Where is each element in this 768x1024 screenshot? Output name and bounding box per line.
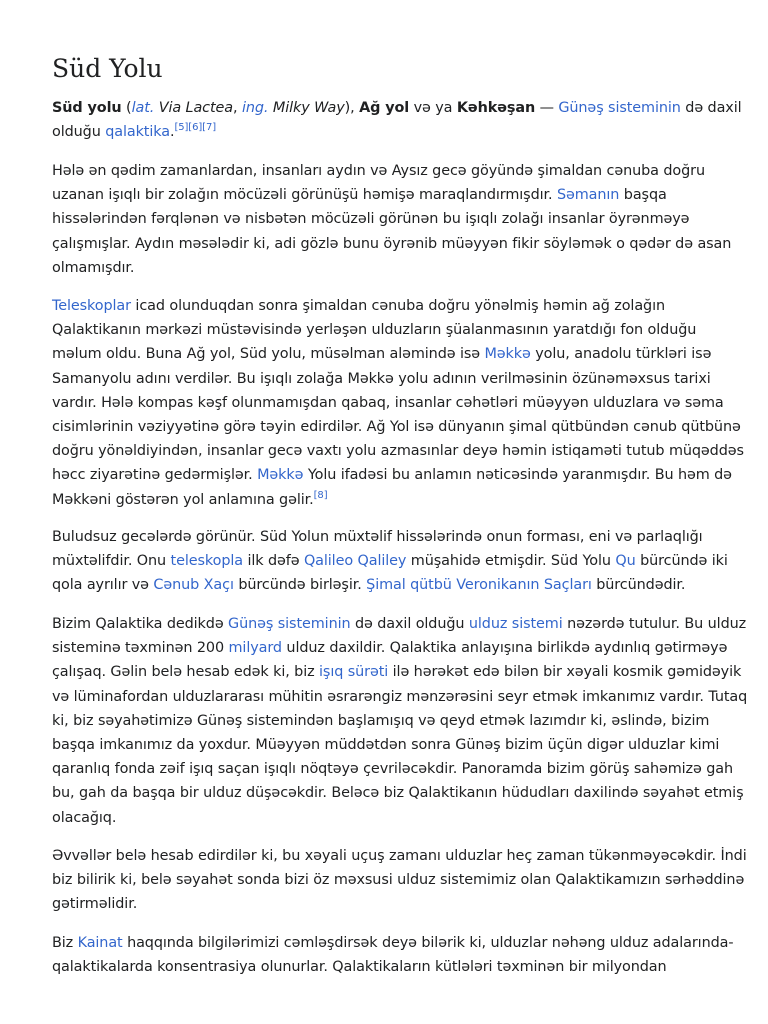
text-line: həcc ziyarətinə gedərmişlər. Məkkə Yolu ifadəsi bu anlamın nəticəsində yaranmışdır. Bu həm də: [52, 467, 732, 484]
text-line: qalaktikalarda konsentrasiya olunurlar. Qalaktikaların kütlələri təxminən bir milyondan: [52, 959, 667, 976]
term-sud-yolu: Süd yolu: [52, 100, 122, 116]
journey-paragraph: [52, 844, 747, 917]
text-line: gətirməlidir.: [52, 896, 138, 913]
history-paragraph: [52, 159, 732, 280]
link-ing[interactable]: ing.: [241, 100, 269, 116]
link-kainat[interactable]: Kainat: [77, 935, 123, 951]
english-name: Milky Way: [272, 100, 345, 116]
text-line: uzanan işıqlı bir zolağın möcüzəli görünüşü həmişə maraqlandırmışdır. Səmanın başqa: [52, 187, 667, 204]
link-mekke-2[interactable]: Məkkə: [257, 467, 304, 484]
link-qalaktika[interactable]: qalaktika: [105, 124, 170, 141]
text-line: Qalaktikanın mərkəzi müstəvisində yerləşən ulduzların şüalanmasının yaratdığı fon olduğu: [52, 322, 697, 339]
text-line: sisteminə təxminən 200 milyard ulduz daxildir. Qalaktika anlayışına birlikdə aydınlıq gətirməyə: [52, 640, 728, 657]
text-line: cisimlərinin vəziyyətinə görə təyin edirdilər. Ağ Yol isə dünyanın şimal qütbündən cənub qütbünə: [52, 419, 741, 436]
reference-8[interactable]: [8]: [313, 489, 328, 501]
term-kehkesan: Kəhkəşan: [456, 100, 536, 116]
text-line: başqa imkanımız da yoxdur. Müəyyən müddətdən sonra Günəş bizim üçün digər ulduzlar kimi: [52, 737, 720, 754]
link-qalileo-qaliley[interactable]: Qalileo Qaliley: [303, 553, 407, 570]
link-cenub-xaci[interactable]: Cənub Xaçı: [153, 577, 234, 594]
visibility-paragraph: [52, 525, 728, 598]
text-line: Buludsuz gecələrdə görünür. Süd Yolun müxtəlif hissələrində onun forması, eni və parlaqlığı: [52, 529, 703, 545]
text-line: Biz Kainat haqqında bilgilərimizi cəmləşdirsək deyə bilərik ki, ulduzlar nəhəng ulduz adalarında-: [52, 935, 734, 951]
lead-paragraph: [52, 96, 742, 144]
text-line: doğru yönəldiyindən, insanlar gecə vaxtı yolu azmasınlar deyə həmin istiqaməti tutub müqəddəs: [52, 443, 744, 460]
text-line: Süd yolu (lat. Via Lactea, ing. Milky Way), Ağ yol və ya Kəhkəşan — Günəş sisteminin də daxil: [52, 100, 742, 116]
page-title: Süd Yolu: [52, 54, 163, 83]
text-line: qaranlıq fonda zəif işıq saçan işıqlı nöqtəyə çevriləcəkdir. Panoramda bizim görüş sahəmizə gah: [52, 761, 733, 778]
text-line: olduğu qalaktika.[5][6][7]: [52, 122, 217, 141]
text-line: vardır. Hələ kompas kəşf olunmamışdan qabaq, insanlar cəhətləri müəyyən ulduzlara və səma: [52, 394, 724, 411]
text-line: müxtəlifdir. Onu teleskopla ilk dəfə Qalileo Qaliley müşahidə etmişdir. Süd Yolu Qu bürcündə iki: [52, 553, 728, 570]
text-line: Samanyolu adını verdilər. Bu işıqlı zolağa Məkkə yolu adının verilməsinin özünəməxsus tarixi: [52, 370, 711, 387]
link-isiq-sureti[interactable]: işıq sürəti: [319, 664, 389, 681]
link-simal-qutbu[interactable]: Şimal qütbü: [366, 577, 452, 594]
text-line: Bizim Qalaktika dedikdə Günəş sisteminin də daxil olduğu ulduz sistemi nəzərdə tutulur. Bu ulduz: [52, 616, 747, 632]
text-line: çalışmışlar. Aydın məsələdir ki, adi gözlə bunu öyrənib müəyyən fikir söyləmək o qədər də asan: [52, 235, 732, 252]
text-line: biz bilirik ki, belə səyahət sonda bizi öz məxsusi ulduz sistemimiz olan Qalaktikamızın sərhəddinə: [52, 872, 745, 889]
text-line: olmamışdır.: [52, 259, 135, 276]
galaxy-paragraph: [52, 612, 748, 830]
text-line: Teleskoplar icad olunduqdan sonra şimaldan cənuba doğru yönəlmiş həmin ağ zolağın: [52, 298, 666, 314]
term-ag-yol: Ağ yol: [359, 100, 410, 116]
telescope-paragraph: [52, 294, 744, 512]
text-line: Əvvəllər belə hesab edirdilər ki, bu xəyali uçuş zamanı ulduzlar heç zaman tükənməyəcəkdir. İndi: [52, 848, 747, 864]
text-line: çalışaq. Gəlin belə hesab edək ki, biz işıq sürəti ilə hərəkət edə bilən bir xəyali kosmik gəmidəyik: [52, 664, 742, 681]
latin-name: Via Lactea: [158, 100, 234, 116]
link-qu[interactable]: Qu: [615, 553, 636, 570]
text-line: Hələ ən qədim zamanlardan, insanları aydın və Aysız gecə göyündə şimaldan cənuba doğru: [52, 163, 705, 179]
universe-paragraph: [52, 931, 734, 979]
link-semanin[interactable]: Səmanın: [556, 187, 620, 204]
text-line: hissələrindən fərqlənən və nisbətən möcüzəli görünən bu işıqlı zolağı insanlar öyrənməyə: [52, 211, 690, 228]
text-line: Məkkəni göstərən yol anlamına gəlir.[8]: [52, 489, 328, 508]
link-ulduz-sistemi[interactable]: ulduz sistemi: [468, 616, 563, 632]
link-teleskopla[interactable]: teleskopla: [170, 553, 243, 570]
text-line: və lüminafordan ulduzlararası mühitin əsrarəngiz mənzərəsini seyr etmək imkanımız vardır. Tutaq: [52, 688, 748, 705]
text-line: ki, biz səyahətimizə Günəş sistemindən başlamışıq və qeyd etmək lazımdır ki, əslində, bizim: [52, 712, 710, 729]
link-lat[interactable]: lat.: [131, 100, 155, 116]
link-mekke[interactable]: Məkkə: [484, 346, 531, 363]
link-teleskoplar[interactable]: Teleskoplar: [52, 298, 131, 314]
link-milyard[interactable]: milyard: [228, 640, 282, 657]
link-veronikanin-saclari[interactable]: Veronikanın Saçları: [456, 577, 592, 594]
text-line: olacağıq.: [52, 809, 117, 826]
link-gunes-sisteminin-2[interactable]: Günəş sisteminin: [228, 616, 351, 632]
reference-5-6-7[interactable]: [5][6][7]: [174, 122, 217, 134]
text-line: qola ayrılır və Cənub Xaçı bürcündə birləşir. Şimal qütbü Veronikanın Saçları bürcündədir.: [52, 577, 686, 594]
text-line: məlum oldu. Buna Ağ yol, Süd yolu, müsəlman aləmində isə Məkkə yolu, anadolu türkləri isə: [52, 346, 712, 363]
link-gunes-sisteminin[interactable]: Günəş sisteminin: [558, 100, 681, 116]
text-line: bu, gah da başqa bir ulduz düşəcəkdir. Beləcə biz Qalaktikanın hüdudları daxilində səyahət etmiş: [52, 785, 744, 802]
